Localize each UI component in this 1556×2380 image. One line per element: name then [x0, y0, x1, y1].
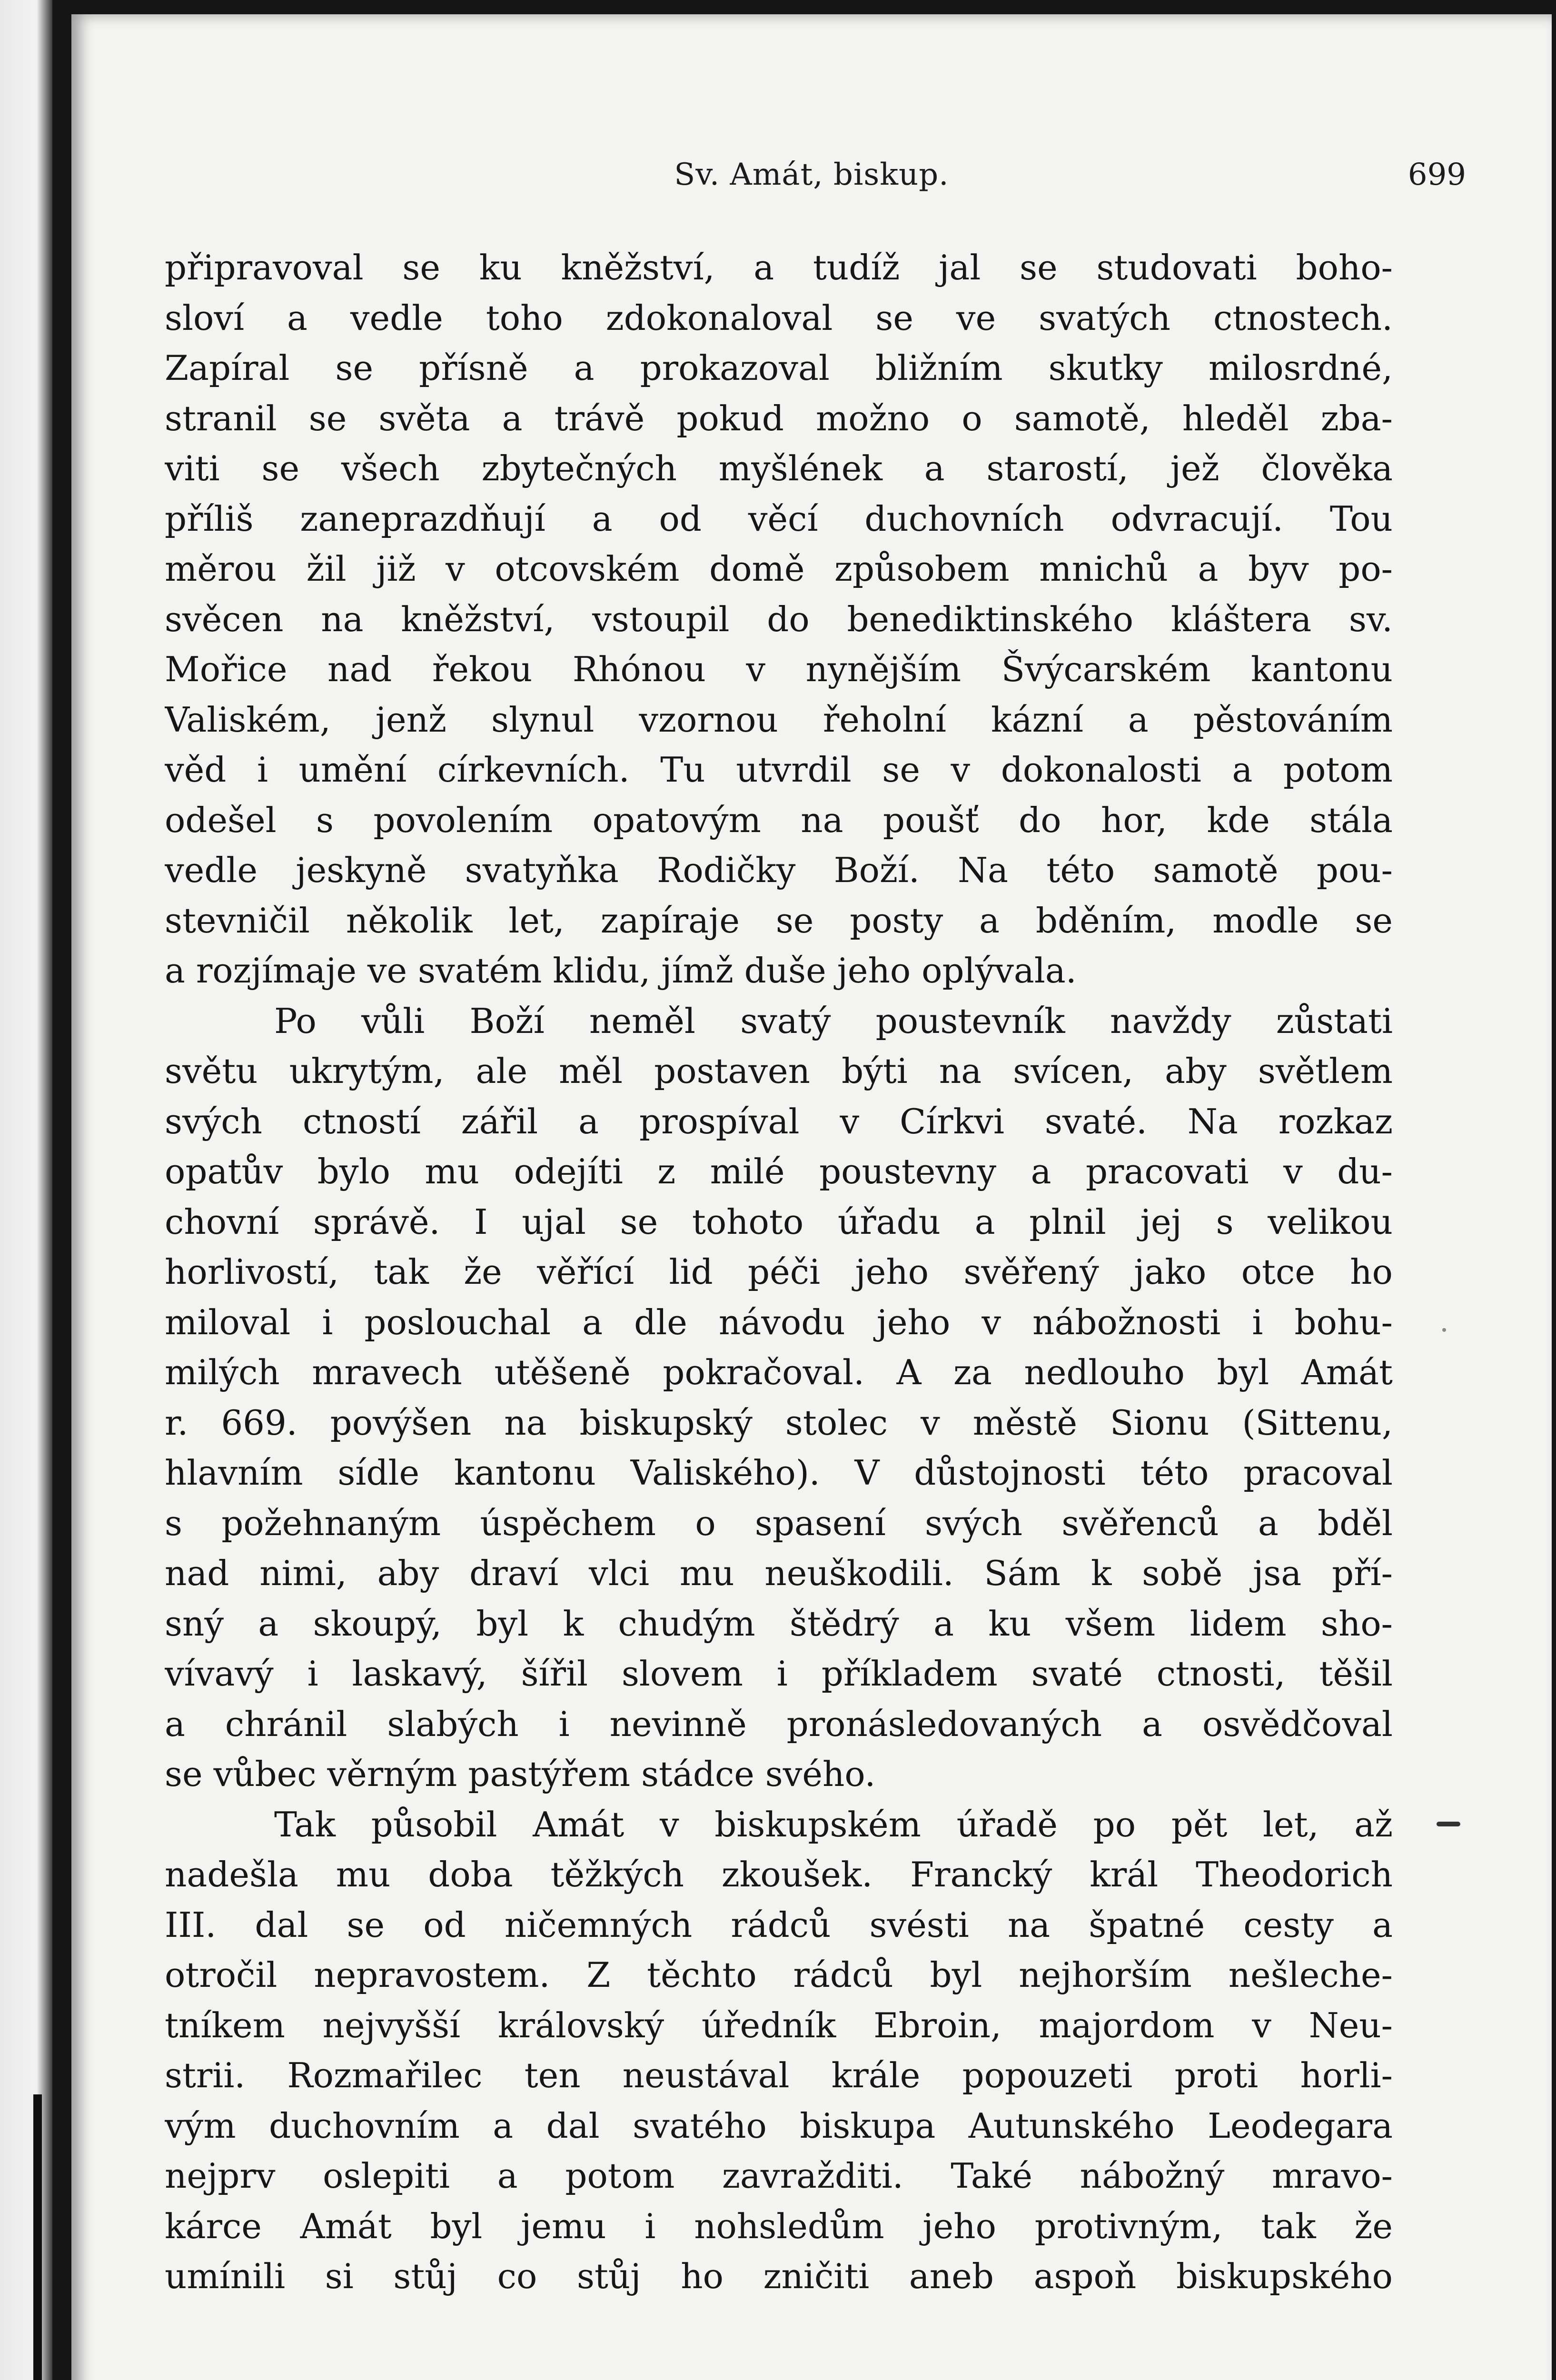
- text-line: miloval i poslouchal a dle návodu jeho v nábožnosti i bohu-: [165, 1302, 1393, 1342]
- text-line: vívavý i laskavý, šířil slovem i příkladem svaté ctnosti, těšil: [165, 1654, 1393, 1694]
- text-line: tníkem nejvyšší královský úředník Ebroin, majordom v Neu-: [165, 2005, 1393, 2045]
- text-line: opatův bylo mu odejíti z milé poustevny a pracovati v du-: [165, 1151, 1393, 1191]
- text-line: stranil se světa a trávě pokud možno o samotě, hleděl zba-: [165, 398, 1393, 438]
- text-line: III. dal se od ničemných rádců svésti na špatné cesty a: [165, 1904, 1393, 1945]
- text-line: hlavním sídle kantonu Valiského). V důstojnosti této pracoval: [165, 1453, 1393, 1493]
- text-line: stevničil několik let, zapíraje se posty a bděním, modle se: [165, 900, 1393, 941]
- text-line: Valiském, jenž slynul vzornou řeholní kázní a pěstováním: [165, 699, 1393, 740]
- paragraph-start-line: Po vůli Boží neměl svatý poustevník navždy zůstati: [274, 1001, 1393, 1041]
- text-line: nad nimi, aby draví vlci mu neuškodili. Sám k sobě jsa pří-: [165, 1553, 1393, 1593]
- text-line: horlivostí, tak že věřící lid péči jeho svěřený jako otce ho: [165, 1252, 1393, 1292]
- running-head-title: Sv. Amát, biskup.: [674, 157, 949, 192]
- margin-speck: [1442, 1328, 1446, 1332]
- text-line: s požehnaným úspěchem o spasení svých svěřenců a bděl: [165, 1503, 1393, 1543]
- text-line: chovní správě. I ujal se tohoto úřadu a plnil jej s velikou: [165, 1201, 1393, 1242]
- text-line: světu ukrytým, ale měl postaven býti na svícen, aby světlem: [165, 1051, 1393, 1091]
- text-line: r. 669. povýšen na biskupský stolec v městě Sionu (Sittenu,: [165, 1402, 1393, 1443]
- text-line: měrou žil již v otcovském domě způsobem mnichů a byv po-: [165, 549, 1393, 589]
- text-line: nadešla mu doba těžkých zkoušek. Francký král Theodorich: [165, 1854, 1393, 1894]
- text-line: Mořice nad řekou Rhónou v nynějším Švýcarském kantonu: [165, 649, 1393, 689]
- text-line: otročil nepravostem. Z těchto rádců byl nejhorším nešleche-: [165, 1955, 1393, 1995]
- text-line: umínili si stůj co stůj ho zničiti aneb aspoň biskupského: [165, 2256, 1393, 2296]
- page-number: 699: [1407, 157, 1466, 192]
- margin-mark: [1437, 1822, 1460, 1826]
- book-page: [71, 14, 1552, 2380]
- text-line: svých ctností zářil a prospíval v Církvi svaté. Na rozkaz: [165, 1101, 1393, 1141]
- text-line: viti se všech zbytečných myšlének a starostí, jež člověka: [165, 448, 1393, 488]
- running-head: [167, 157, 1466, 200]
- paragraph-start-line: Tak působil Amát v biskupském úřadě po pět let, až: [274, 1804, 1393, 1844]
- text-line: odešel s povolením opatovým na poušť do hor, kde stála: [165, 800, 1393, 840]
- text-line: nejprv oslepiti a potom zavražditi. Také nábožný mravo-: [165, 2156, 1393, 2196]
- text-line: připravoval se ku kněžství, a tudíž jal se studovati boho-: [165, 248, 1393, 288]
- text-line: vým duchovním a dal svatého biskupa Autunského Leodegara: [165, 2105, 1393, 2146]
- binding-shadow: [33, 2094, 42, 2380]
- text-line: sný a skoupý, byl k chudým štědrý a ku všem lidem sho-: [165, 1603, 1393, 1644]
- text-line: strii. Rozmařilec ten neustával krále popouzeti proti horli-: [165, 2055, 1393, 2095]
- previous-page-edge: [0, 0, 52, 2380]
- text-line: a chránil slabých i nevinně pronásledovaných a osvědčoval: [165, 1704, 1393, 1744]
- text-line: milých mravech utěšeně pokračoval. A za nedlouho byl Amát: [165, 1352, 1393, 1392]
- text-line: příliš zaneprazdňují a od věcí duchovních odvracují. Tou: [165, 498, 1393, 539]
- text-line: svěcen na kněžství, vstoupil do benediktinského kláštera sv.: [165, 599, 1393, 639]
- text-line: sloví a vedle toho zdokonaloval se ve svatých ctnostech.: [165, 298, 1393, 338]
- text-line: Zapíral se přísně a prokazoval bližním skutky milosrdné,: [165, 348, 1393, 388]
- paragraph-end-line: se vůbec věrným pastýřem stádce svého.: [165, 1754, 876, 1794]
- text-line: kárce Amát byl jemu i nohsledům jeho protivným, tak že: [165, 2206, 1393, 2246]
- paragraph-end-line: a rozjímaje ve svatém klidu, jímž duše jeho oplývala.: [165, 951, 1077, 991]
- text-line: věd i umění církevních. Tu utvrdil se v dokonalosti a potom: [165, 750, 1393, 790]
- text-line: vedle jeskyně svatyňka Rodičky Boží. Na této samotě pou-: [165, 850, 1393, 890]
- body-text: [165, 243, 1393, 2302]
